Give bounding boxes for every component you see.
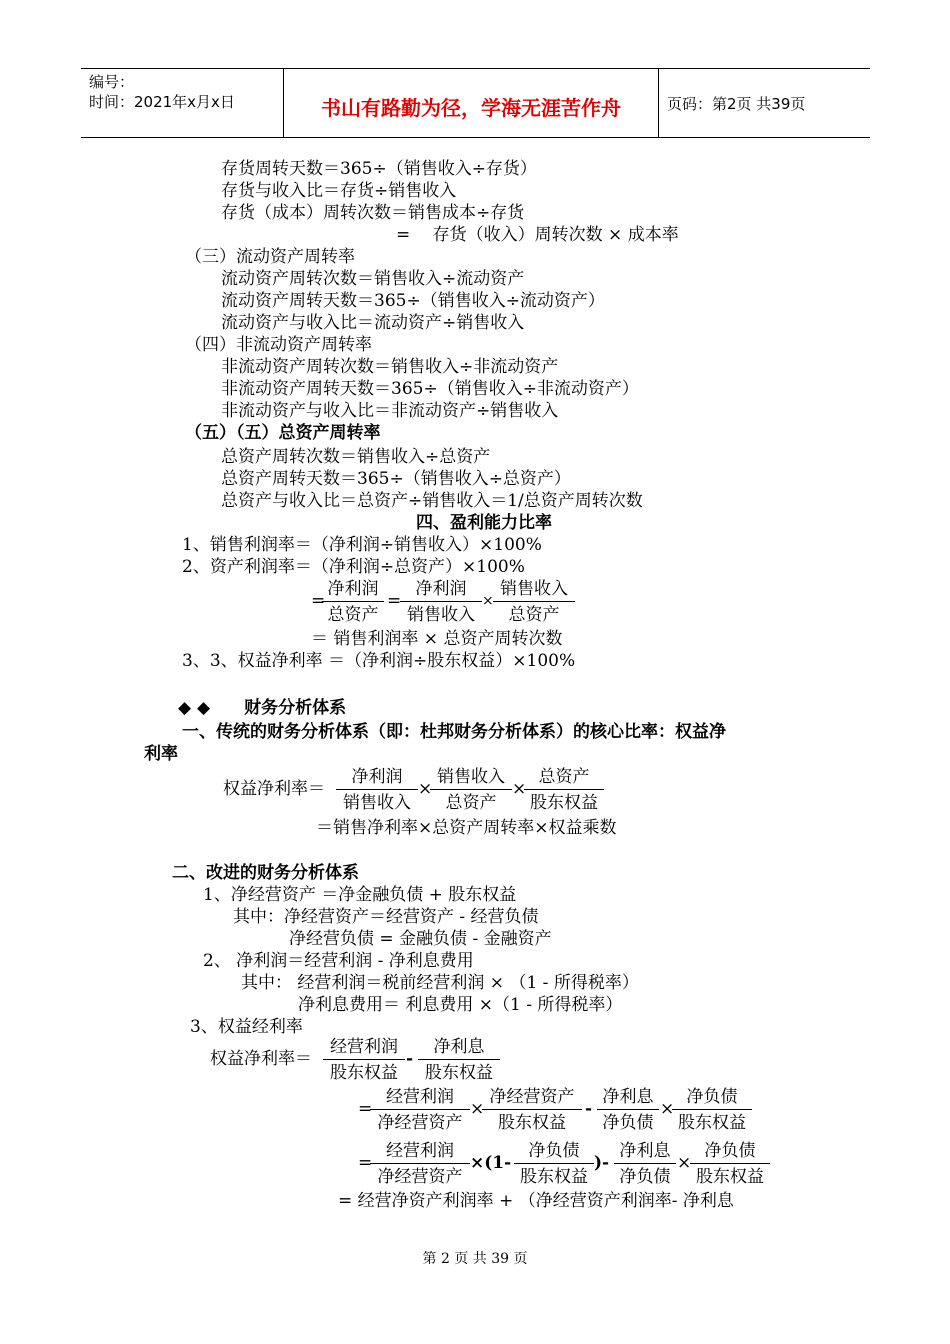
text-line: 流动资产与收入比＝流动资产÷销售收入 — [221, 313, 525, 333]
fraction — [323, 1036, 405, 1084]
fraction-numerator: 净利润 — [336, 766, 418, 790]
fraction-numerator: 经营利润 — [370, 1140, 470, 1164]
fraction-denominator: 股东权益 — [678, 1113, 746, 1133]
fraction-denominator: 净经营资产 — [377, 1113, 463, 1133]
fraction — [597, 1086, 659, 1134]
text-line: = 经营净资产利润率 + （净经营资产利润率- 净利息 — [338, 1191, 734, 1211]
text-line: 3、权益经利率 — [190, 1017, 303, 1037]
fraction-denominator: 股东权益 — [530, 793, 598, 813]
text-line: 总资产周转次数＝销售收入÷总资产 — [221, 447, 491, 467]
header-motto-cell — [284, 69, 659, 137]
fraction-denominator: 净负债 — [619, 1167, 671, 1187]
fraction-numerator: 净利润 — [322, 578, 384, 602]
fraction-denominator: 股东权益 — [498, 1113, 566, 1133]
text-line: 其中：净经营资产＝经营资产 - 经营负债 — [233, 907, 539, 927]
text-line: 净利息费用＝ 利息费用 ×（1 - 所得税率） — [298, 995, 623, 1015]
fraction — [370, 1086, 470, 1134]
fraction-numerator: 净利息 — [597, 1086, 659, 1110]
times-sign: × — [470, 1099, 485, 1119]
text-line: ＝ 销售利润率 × 总资产周转次数 — [311, 629, 563, 649]
fraction-denominator: 总资产 — [508, 605, 560, 625]
text-line: 2、 净利润＝经营利润 - 净利息费用 — [203, 951, 474, 971]
times-sign: × — [677, 1153, 692, 1173]
fraction-numerator: 经营利润 — [323, 1036, 405, 1060]
equation-label: 权益净利率＝ — [223, 779, 325, 799]
fraction-denominator: 总资产 — [445, 793, 497, 813]
fraction — [370, 1140, 470, 1188]
fraction-denominator: 总资产 — [327, 605, 379, 625]
text-line: 流动资产周转次数＝销售收入÷流动资产 — [221, 269, 525, 289]
fraction — [400, 578, 482, 626]
text-line: 1、净经营资产 ＝净金融负债 + 股东权益 — [203, 885, 517, 905]
fraction-numerator: 净利息 — [418, 1036, 500, 1060]
section-heading: 一、传统的财务分析体系（即：杜邦财务分析体系）的核心比率：权益净 — [182, 722, 726, 742]
times-sign: × — [482, 593, 494, 609]
equals-sign: = — [358, 1153, 373, 1173]
text-line: 非流动资产与收入比＝非流动资产÷销售收入 — [221, 401, 559, 421]
fraction — [418, 1036, 500, 1084]
fraction-numerator: 经营利润 — [370, 1086, 470, 1110]
times-sign: × — [660, 1099, 675, 1119]
page-number-label: 页码：第2页 共39页 — [667, 95, 806, 113]
fraction-numerator: 总资产 — [524, 766, 604, 790]
text-line: ＝销售净利率×总资产周转率×权益乘数 — [316, 818, 617, 838]
fraction — [672, 1086, 752, 1134]
fraction — [336, 766, 418, 814]
fraction — [482, 1086, 582, 1134]
fraction-numerator: 净经营资产 — [482, 1086, 582, 1110]
close-paren-term: )- — [594, 1153, 610, 1173]
page-header — [81, 68, 870, 138]
fraction-numerator: 净负债 — [672, 1086, 752, 1110]
fraction-denominator: 净经营资产 — [377, 1167, 463, 1187]
fraction — [493, 578, 575, 626]
section-heading: （三）流动资产周转率 — [185, 247, 355, 267]
fraction-numerator: 净负债 — [514, 1140, 594, 1164]
fraction-denominator: 销售收入 — [407, 605, 475, 625]
fraction-denominator: 股东权益 — [520, 1167, 588, 1187]
text-line: 其中： 经营利润＝税前经营利润 × （1 - 所得税率） — [241, 973, 639, 993]
section-heading-cont: 利率 — [144, 744, 178, 764]
fraction — [514, 1140, 594, 1188]
equation-label: 权益净利率＝ — [210, 1049, 312, 1069]
text-line: 非流动资产周转次数＝销售收入÷非流动资产 — [221, 357, 559, 377]
text-line: 存货与收入比＝存货÷销售收入 — [221, 181, 457, 201]
equals-sign: = — [358, 1099, 373, 1119]
section-heading: 四、盈利能力比率 — [416, 513, 552, 533]
equals-sign: = — [311, 591, 326, 611]
doc-time-label: 时间：2021年x月x日 — [89, 93, 235, 111]
times-sign: × — [512, 779, 527, 799]
section-heading: 二、改进的财务分析体系 — [172, 863, 359, 883]
text-line: 2、资产利润率＝（净利润÷总资产）×100% — [182, 557, 525, 577]
text-line: = 存货（收入）周转次数 × 成本率 — [396, 225, 679, 245]
text-line: 总资产与收入比＝总资产÷销售收入＝1/总资产周转次数 — [221, 491, 643, 511]
minus-sign: - — [585, 1099, 593, 1119]
fraction — [322, 578, 384, 626]
doc-number-label: 编号： — [89, 73, 135, 91]
fraction-denominator: 股东权益 — [330, 1063, 398, 1083]
header-info-cell — [81, 69, 284, 137]
fraction-numerator: 销售收入 — [493, 578, 575, 602]
section-heading: （五）（五）总资产周转率 — [185, 423, 381, 443]
fraction — [690, 1140, 770, 1188]
section-heading: （四）非流动资产周转率 — [185, 335, 372, 355]
open-paren-term: ×(1- — [470, 1153, 512, 1173]
text-line: 总资产周转天数＝365÷（销售收入÷总资产） — [221, 469, 571, 489]
header-page-cell — [659, 69, 870, 137]
equals-sign: = — [387, 591, 402, 611]
fraction — [430, 766, 512, 814]
fraction-denominator: 销售收入 — [343, 793, 411, 813]
fraction-numerator: 净利息 — [614, 1140, 676, 1164]
text-line: 3、3、权益净利率 ＝（净利润÷股东权益）×100% — [182, 651, 576, 671]
times-sign: × — [418, 779, 433, 799]
motto: 书山有路勤为径，学海无涯苦作舟 — [321, 96, 621, 120]
minus-sign: - — [406, 1049, 414, 1069]
fraction-numerator: 净利润 — [400, 578, 482, 602]
text-line: 存货（成本）周转次数＝销售成本÷存货 — [221, 203, 525, 223]
text-line: 非流动资产周转天数＝365÷（销售收入÷非流动资产） — [221, 379, 639, 399]
page-footer: 第 2 页 共 39 页 — [422, 1251, 528, 1267]
text-line: 1、销售利润率＝（净利润÷销售收入）×100% — [182, 535, 542, 555]
fraction — [614, 1140, 676, 1188]
fraction-numerator: 净负债 — [690, 1140, 770, 1164]
text-line: 净经营负债 = 金融负债 - 金融资产 — [289, 929, 552, 949]
fraction-denominator: 股东权益 — [425, 1063, 493, 1083]
text-line: 存货周转天数＝365÷（销售收入÷存货） — [221, 159, 537, 179]
section-heading: ◆ ◆ 财务分析体系 — [178, 698, 347, 718]
fraction-denominator: 净负债 — [602, 1113, 654, 1133]
fraction — [524, 766, 604, 814]
text-line: 流动资产周转天数＝365÷（销售收入÷流动资产） — [221, 291, 605, 311]
fraction-numerator: 销售收入 — [430, 766, 512, 790]
fraction-denominator: 股东权益 — [696, 1167, 764, 1187]
